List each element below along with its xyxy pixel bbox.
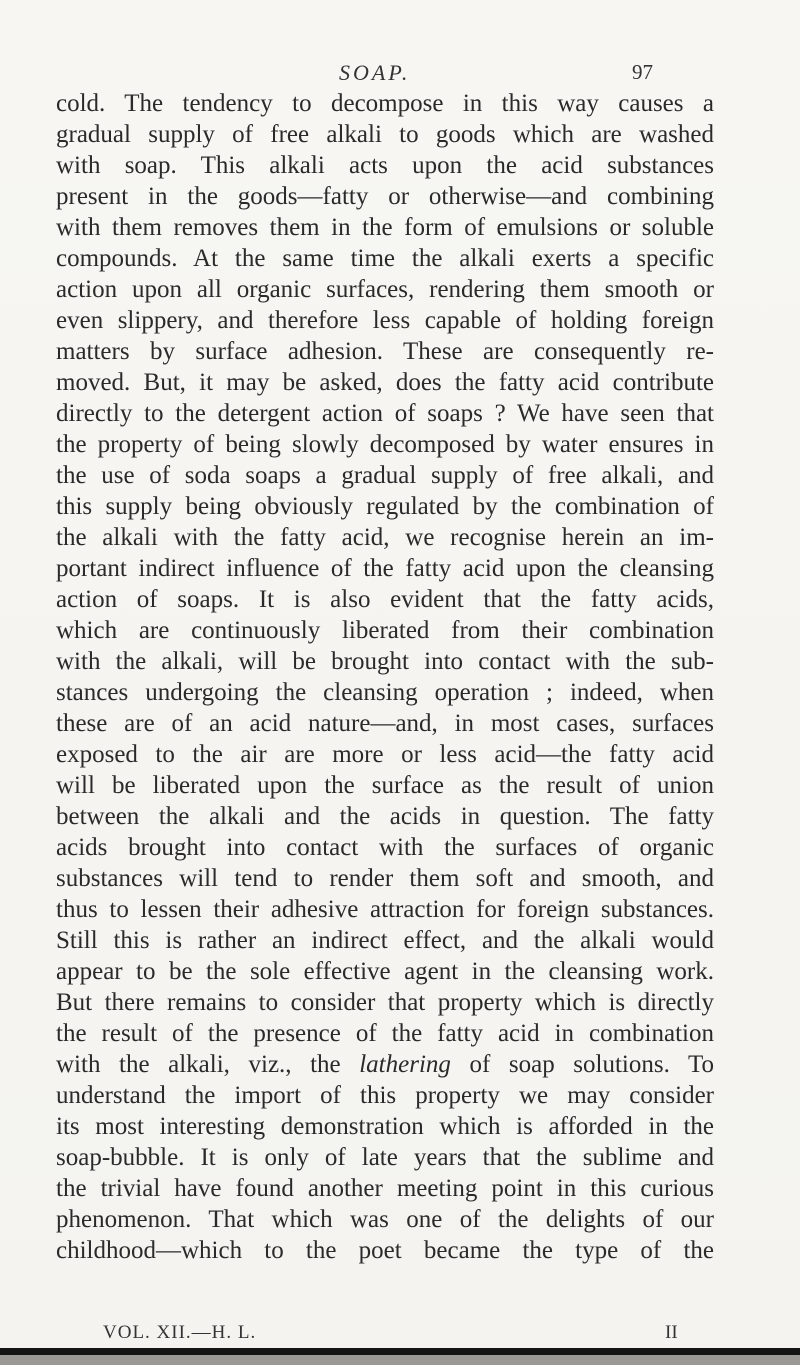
text-line: directly to the detergent action of soaps ? We have seen that	[56, 400, 714, 427]
text-line: understand the import of this property we may consider	[56, 1082, 714, 1109]
text-line: Still this is rather an indirect effect, and the alkali would	[56, 927, 714, 954]
text-line: with the alkali, will be brought into contact with the sub-	[56, 648, 714, 675]
text-line: with them removes them in the form of emulsions or soluble	[56, 214, 714, 241]
text-line: matters by surface adhesion. These are consequently re-	[56, 338, 714, 365]
text-line: portant indirect influence of the fatty acid upon the cleansing	[56, 555, 714, 582]
text-line: phenomenon. That which was one of the delights of our	[56, 1206, 714, 1233]
text-line: compounds. At the same time the alkali exerts a specific	[56, 245, 714, 272]
text-line: with soap. This alkali acts upon the acid substances	[56, 152, 714, 179]
text-line: even slippery, and therefore less capable of holding foreign	[56, 307, 714, 334]
text-line: the trivial have found another meeting point in this curious	[56, 1175, 714, 1202]
body-text	[56, 88, 714, 1266]
text-line: the alkali with the fatty acid, we recognise herein an im-	[56, 524, 714, 551]
text-line: action of soaps. It is also evident that the fatty acids,	[56, 586, 714, 613]
text-line: childhood—which to the poet became the type of the	[56, 1237, 714, 1264]
text-line: gradual supply of free alkali to goods which are washed	[56, 121, 714, 148]
text-line: stances undergoing the cleansing operation ; indeed, when	[56, 679, 714, 706]
text-line: acids brought into contact with the surfaces of organic	[56, 834, 714, 861]
text-line: the result of the presence of the fatty acid in combination	[56, 1020, 714, 1047]
text-line: the use of soda soaps a gradual supply of free alkali, and	[56, 462, 714, 489]
running-title: SOAP.	[339, 60, 411, 85]
text-line: its most interesting demonstration which is afforded in the	[56, 1113, 714, 1140]
text-line: soap-bubble. It is only of late years that the sublime and	[56, 1144, 714, 1171]
text-line: these are of an acid nature—and, in most cases, surfaces	[56, 710, 714, 737]
emphasized-word: lathering	[359, 1051, 451, 1078]
text-line: But there remains to consider that property which is directly	[56, 989, 714, 1016]
text-line: between the alkali and the acids in question. The fatty	[56, 803, 714, 830]
text-line: exposed to the air are more or less acid—the fatty acid	[56, 741, 714, 768]
text-line: which are continuously liberated from their combination	[56, 617, 714, 644]
page-number: 97	[632, 60, 653, 84]
signature-mark: II	[665, 1322, 678, 1343]
text-line: this supply being obviously regulated by the combination of	[56, 493, 714, 520]
page-edge-rule	[0, 1348, 800, 1355]
running-head	[0, 60, 800, 90]
text-line: cold. The tendency to decompose in this way causes a	[56, 90, 714, 117]
text-line: appear to be the sole effective agent in the cleansing work.	[56, 958, 714, 985]
text-line: will be liberated upon the surface as the result of union	[56, 772, 714, 799]
volume-signature: VOL. XII.—H. L.	[103, 1322, 257, 1343]
page-edge-shadow	[0, 1355, 800, 1365]
text-line: thus to lessen their adhesive attraction for foreign substances.	[56, 896, 714, 923]
text-line: the property of being slowly decomposed by water ensures in	[56, 431, 714, 458]
text-line: present in the goods—fatty or otherwise—and combining	[56, 183, 714, 210]
text-line: with the alkali, viz., the lathering of soap solutions. To	[56, 1051, 714, 1078]
text-line: action upon all organic surfaces, rendering them smooth or	[56, 276, 714, 303]
signature-line	[0, 1322, 800, 1346]
text-line: moved. But, it may be asked, does the fatty acid contribute	[56, 369, 714, 396]
text-line: substances will tend to render them soft and smooth, and	[56, 865, 714, 892]
